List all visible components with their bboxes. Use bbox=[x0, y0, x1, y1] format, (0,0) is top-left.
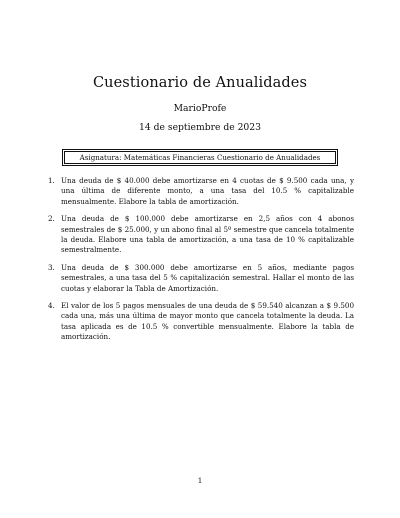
question-text: Una deuda de $ 100.000 debe amortizarse en 2,5 años con 4 abonos semestrales de $ 25.000, y un abono final al 5º semestre que cancela totalmente la deuda. Elabore una tabla de amortización, a una tasa de 10 % capitalizable semestralmente. bbox=[61, 214, 354, 255]
subject-box bbox=[62, 149, 338, 166]
subject-label: Asignatura: Matemáticas Financieras Cuestionario de Anualidades bbox=[64, 151, 336, 164]
question-list bbox=[48, 176, 354, 350]
document-title: Cuestionario de Anualidades bbox=[92, 75, 307, 91]
question-text: Una deuda de $ 40.000 debe amortizarse en 4 cuotas de $ 9.500 cada una, y una última de diferente monto, a una tasa del 10.5 % capitalizable mensualmente. Elabore la tabla de amortización. bbox=[61, 176, 354, 206]
document-date: 14 de septiembre de 2023 bbox=[139, 122, 261, 133]
question-item-2 bbox=[48, 214, 354, 256]
question-text: Una deuda de $ 300.000 debe amortizarse en 5 años, mediante pagos semestrales, a una tasa del 5 % capitalización semestral. Hallar el monto de las cuotas y elaborar la Tabla de Amortización. bbox=[61, 262, 354, 293]
page-number: 1 bbox=[197, 476, 203, 485]
question-text: El valor de los 5 pagos mensuales de una deuda de $ 59.540 alcanzan a $ 9.500 cada una, más una última de mayor monto que cancela totalmente la deuda. La tasa aplicada es de 10.5 % convertible mensualmente. Elabore la tabla de amortización. bbox=[61, 301, 354, 342]
question-item-3 bbox=[48, 263, 354, 294]
question-item-4 bbox=[48, 301, 354, 343]
question-item-1 bbox=[48, 176, 354, 207]
document-author: MarioProfe bbox=[173, 103, 227, 114]
question-number: 1. bbox=[48, 176, 55, 185]
question-number: 2. bbox=[48, 214, 55, 224]
question-number: 3. bbox=[48, 262, 55, 272]
question-number: 4. bbox=[48, 301, 55, 311]
